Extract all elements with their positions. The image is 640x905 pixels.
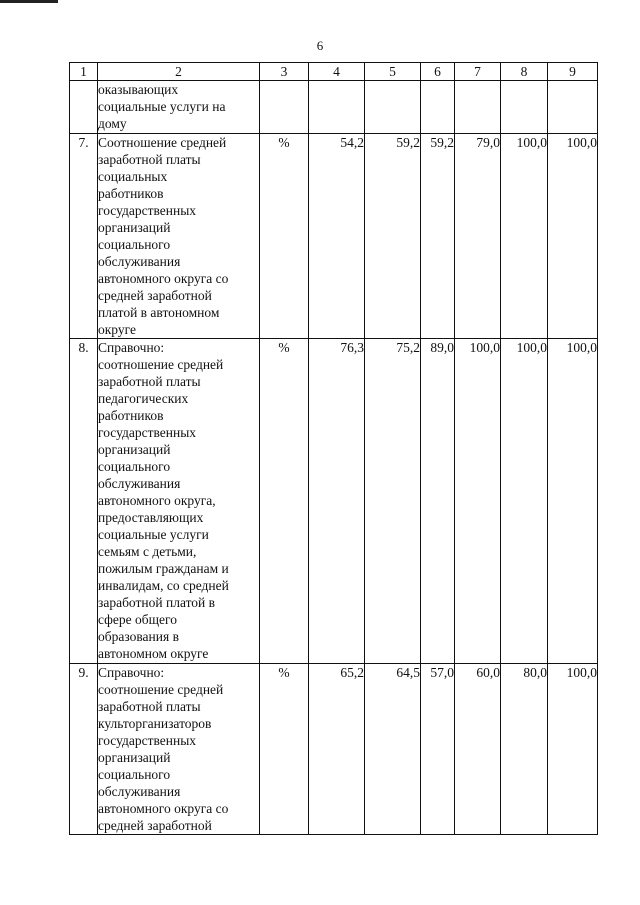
header-cell: 5 (365, 63, 421, 81)
value-cell: 80,0 (501, 664, 548, 835)
indicator-name-cell: Справочно: соотношение средней заработной платы культорганизаторов государственных организаций социального обслуживания автономного округа со средней заработной (98, 664, 260, 835)
value-cell: 64,5 (365, 664, 421, 835)
row-number-cell: 9. (70, 664, 98, 835)
value-cell (309, 81, 365, 134)
value-cell: 54,2 (309, 134, 365, 339)
header-cell: 1 (70, 63, 98, 81)
value-cell: 79,0 (455, 134, 501, 339)
indicator-name-cell: Соотношение средней заработной платы социальных работников государственных организаций социального обслуживания автономного округа со средней заработной платой в автономном округе (98, 134, 260, 339)
page-number: 6 (316, 38, 324, 53)
value-cell: 76,3 (309, 339, 365, 664)
value-cell (421, 81, 455, 134)
row-number-cell: 8. (70, 339, 98, 664)
value-cell: 100,0 (548, 339, 598, 664)
value-cell (455, 81, 501, 134)
value-cell (548, 81, 598, 134)
value-cell: 75,2 (365, 339, 421, 664)
row-number-cell (70, 81, 98, 134)
header-cell: 9 (548, 63, 598, 81)
indicator-name-cell: Справочно: соотношение средней заработной платы педагогических работников государственных организаций социального обслуживания автономного округа, предоставляющих социальные услуги семьям с детьми, пожилым гражданам и инвалидам, со средней заработной платой в сфере общего образования в автономном округе (98, 339, 260, 664)
value-cell: 65,2 (309, 664, 365, 835)
header-cell: 4 (309, 63, 365, 81)
header-cell: 6 (421, 63, 455, 81)
unit-cell: % (260, 339, 309, 664)
header-cell: 8 (501, 63, 548, 81)
unit-cell: % (260, 664, 309, 835)
value-cell (501, 81, 548, 134)
value-cell: 100,0 (501, 134, 548, 339)
value-cell: 59,2 (421, 134, 455, 339)
indicator-name-cell: оказывающих социальные услуги на дому (98, 81, 260, 134)
scan-edge-mark (0, 0, 58, 3)
value-cell: 100,0 (548, 664, 598, 835)
value-cell: 89,0 (421, 339, 455, 664)
value-cell: 60,0 (455, 664, 501, 835)
value-cell: 100,0 (548, 134, 598, 339)
table-row (70, 81, 598, 134)
value-cell: 59,2 (365, 134, 421, 339)
table-row (70, 339, 598, 664)
table-row (70, 664, 598, 835)
value-cell: 100,0 (455, 339, 501, 664)
row-number-cell: 7. (70, 134, 98, 339)
value-cell: 100,0 (501, 339, 548, 664)
unit-cell (260, 81, 309, 134)
table-header-row (70, 63, 598, 81)
table-row (70, 134, 598, 339)
value-cell: 57,0 (421, 664, 455, 835)
unit-cell: % (260, 134, 309, 339)
value-cell (365, 81, 421, 134)
header-cell: 2 (98, 63, 260, 81)
header-cell: 7 (455, 63, 501, 81)
indicator-table (69, 62, 598, 835)
header-cell: 3 (260, 63, 309, 81)
